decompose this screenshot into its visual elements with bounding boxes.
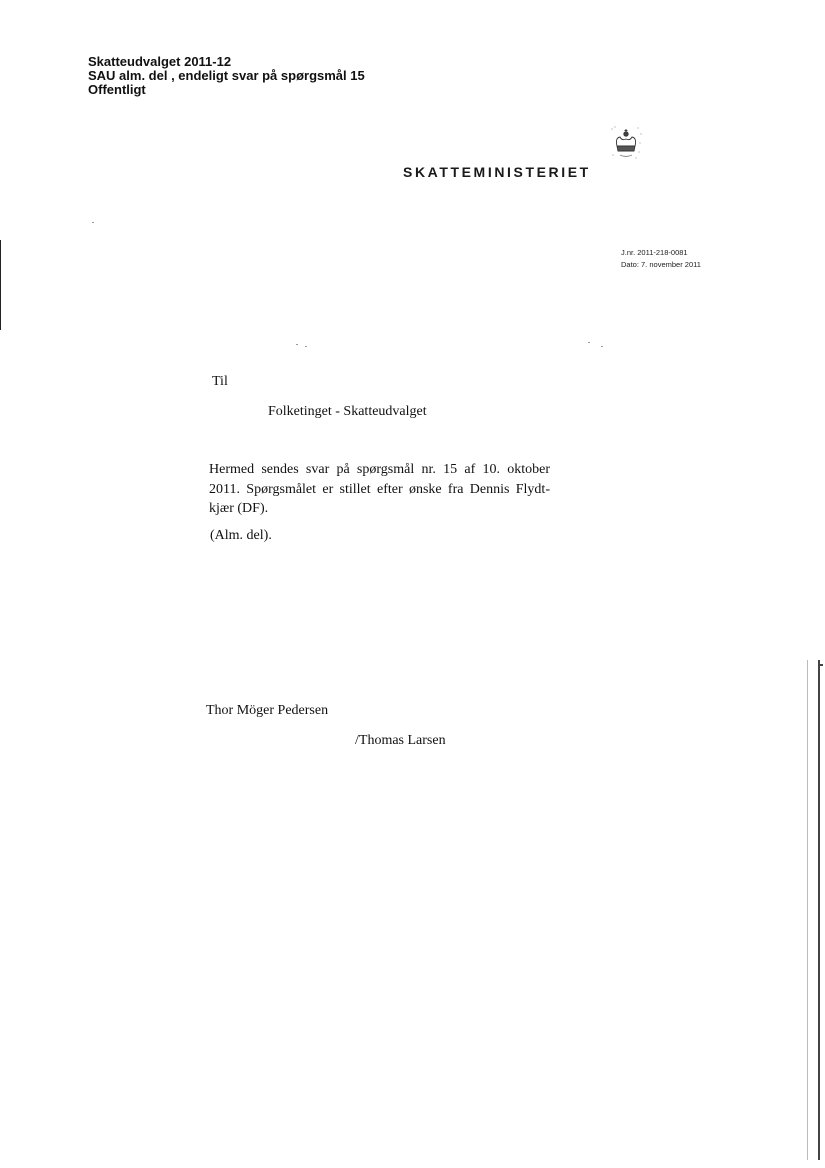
letter-note: (Alm. del). xyxy=(210,528,272,543)
document-date: Dato: 7. november 2011 xyxy=(621,260,701,269)
signature-name: Thor Möger Pedersen xyxy=(206,703,329,718)
letter-body: Hermed sendes svar på spørgsmål nr. 15 af 10. oktober 2011. Spørgsmålet er stillet efter ønske fra Dennis Flydt-kjær (DF). xyxy=(209,462,550,516)
journal-number: J.nr. 2011-218-0081 xyxy=(621,248,688,257)
scan-edge-right-dark xyxy=(818,660,820,1160)
committee-title: Skatteudvalget 2011-12 xyxy=(88,54,232,69)
crown-icon xyxy=(609,125,643,161)
scan-edge-mark xyxy=(818,664,823,666)
document-subject: SAU alm. del , endeligt svar på spørgsmål 15 xyxy=(88,68,365,83)
visibility-label: Offentligt xyxy=(88,82,146,97)
scan-speck xyxy=(296,344,298,345)
ministry-logo-text: SKATTEMINISTERIET xyxy=(403,164,591,180)
scan-speck xyxy=(92,222,94,223)
scan-speck xyxy=(588,342,590,343)
document-header xyxy=(88,55,365,97)
scan-edge-right xyxy=(807,660,808,1160)
scan-edge-left xyxy=(0,240,1,330)
document-meta xyxy=(621,247,701,271)
scan-speck xyxy=(305,346,307,347)
salutation: Til xyxy=(212,374,228,389)
signature-secondary: /Thomas Larsen xyxy=(355,733,446,748)
scan-speck xyxy=(601,346,603,347)
recipient: Folketinget - Skatteudvalget xyxy=(268,404,427,419)
